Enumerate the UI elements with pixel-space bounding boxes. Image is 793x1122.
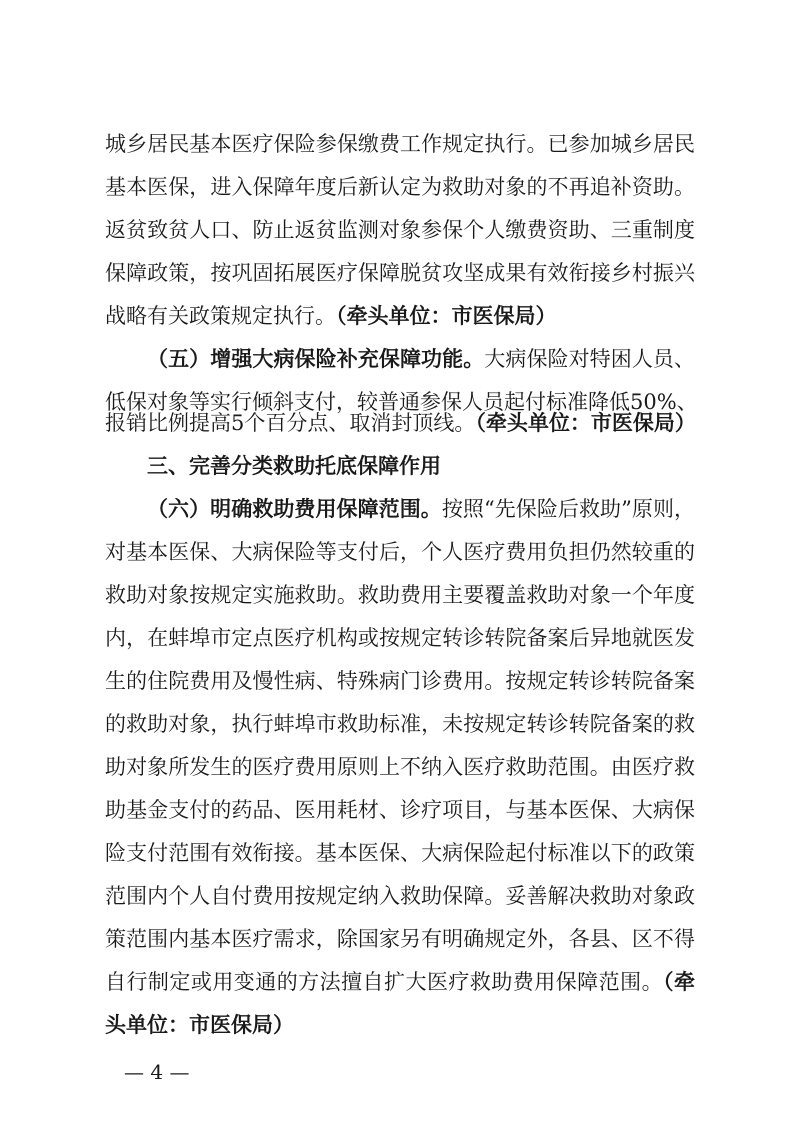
paragraph-line: 策范围内基本医疗需求，除国家另有明确规定外，各县、区不得 xyxy=(105,927,695,951)
paragraph-line: 保障政策，按巩固拓展医疗保障脱贫攻坚成果有效衔接乡村振兴 xyxy=(105,261,695,285)
paragraph-line xyxy=(147,493,695,525)
paragraph-line xyxy=(105,300,695,332)
paragraph-line: 救助对象按规定实施救助。救助费用主要覆盖救助对象一个年度 xyxy=(105,583,695,607)
paragraph-line: 城乡居民基本医疗保险参保缴费工作规定执行。已参加城乡居民 xyxy=(105,132,695,156)
paragraph-line: 返贫致贫人口、防止返贫监测对象参保个人缴费资助、三重制度 xyxy=(105,218,695,242)
paragraph-line: 险支付范围有效衔接。基本医保、大病保险起付标准以下的政策 xyxy=(105,841,695,865)
paragraph-text: 自行制定或用变通的方法擅自扩大医疗救助费用保障范围。 xyxy=(105,970,664,994)
paragraph-line: 基本医保，进入保障年度后新认定为救助对象的不再追补资助。 xyxy=(105,175,695,199)
paragraph-line: 内，在蚌埠市定点医疗机构或按规定转诊转院备案后异地就医发 xyxy=(105,626,695,650)
paragraph-line: 生的住院费用及慢性病、特殊病门诊费用。按规定转诊转院备案 xyxy=(105,669,695,693)
paragraph-line xyxy=(105,966,695,998)
paragraph-line: 范围内个人自付费用按规定纳入救助保障。妥善解决救助对象政 xyxy=(105,884,695,908)
lead-unit: （牵 xyxy=(663,969,696,994)
lead-unit: （牵头单位：市医保局） xyxy=(336,303,557,328)
item-title: （五）增强大病保险补充保障功能。 xyxy=(147,346,485,371)
paragraph-text: 大病保险对特困人员、 xyxy=(484,347,696,371)
item-title: （六）明确救助费用保障范围。 xyxy=(147,496,442,521)
page-number: — 4 — xyxy=(124,1060,190,1084)
paragraph-line xyxy=(147,343,695,375)
paragraph-line: 对基本医保、大病保险等支付后，个人医疗费用负担仍然较重的 xyxy=(105,540,695,564)
lead-unit: 头单位：市医保局） xyxy=(105,1012,294,1037)
paragraph-text: 战略有关政策规定执行。 xyxy=(105,304,336,328)
paragraph-line: 助基金支付的药品、医用耗材、诊疗项目，与基本医保、大病保 xyxy=(105,798,695,822)
lead-unit: （牵头单位：市医保局） xyxy=(475,410,696,435)
paragraph-line: 低保对象等实行倾斜支付，较普通参保人员起付标准降低50%、 xyxy=(105,390,698,414)
paragraph-line: 助对象所发生的医疗费用原则上不纳入医疗救助范围。由医疗救 xyxy=(105,755,695,779)
paragraph-line xyxy=(105,407,695,439)
section-heading: 三、完善分类救助托底保障作用 xyxy=(147,454,441,478)
paragraph-line: 的救助对象，执行蚌埠市救助标准，未按规定转诊转院备案的救 xyxy=(105,712,695,736)
paragraph-text: 按照“先保险后救助”原则， xyxy=(441,497,695,521)
paragraph-line xyxy=(105,1009,695,1041)
paragraph-text: 报销比例提高5个百分点、取消封顶线。 xyxy=(105,411,476,435)
